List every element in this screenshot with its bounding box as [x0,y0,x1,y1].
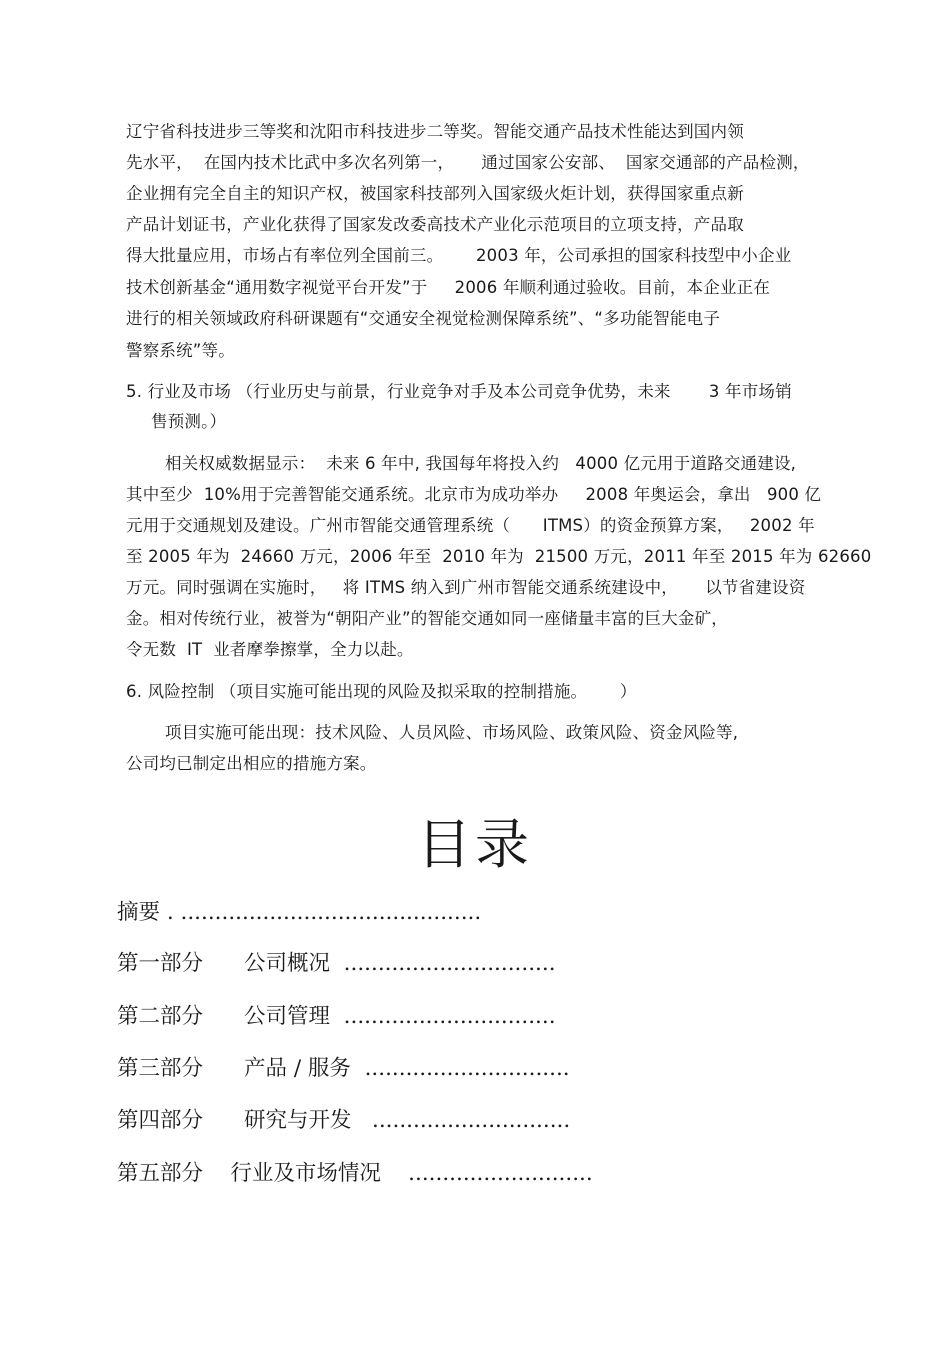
toc-entry-part-4[interactable]: 第四部分 研究与开发 ............................. [117,1108,571,1133]
section5-heading-line-1: 5. 行业及市场 （行业历史与前景，行业竞争对手及本公司竞争优势，未来 3 年市场销 [126,382,792,401]
section5-heading-line-2: 售预测。） [151,412,227,431]
section6-body-line-1: 项目实施可能出现：技术风险、人员风险、市场风险、政策风险、资金风险等, [165,723,739,742]
toc-title: 目录 [417,813,533,876]
section5-body-line-6: 金。相对传统行业，被誉为“朝阳产业”的智能交通如同一座储量丰富的巨大金矿， [126,609,728,628]
awards-paragraph-line-3: 企业拥有完全自主的知识产权，被国家科技部列入国家级火炬计划，获得国家重点新 [126,184,744,203]
toc-entry-part-3[interactable]: 第三部分 产品 / 服务 .............................. [117,1056,570,1081]
section5-body-line-1: 相关权威数据显示： 未来 6 年中, 我国每年将投入约 4000 亿元用于道路交通建设, [165,454,797,473]
toc-entry-part-2[interactable]: 第二部分 公司管理 ............................... [117,1004,556,1029]
section5-body-line-7: 令无数 IT 业者摩拳擦掌，全力以赴。 [126,640,414,659]
section5-body-line-3: 元用于交通规划及建设。广州市智能交通管理系统（ ITMS）的资金预算方案， 2002 年 [126,516,815,535]
toc-entry-part-5[interactable]: 第五部分 行业及市场情况 ........................... [117,1161,593,1186]
awards-paragraph-line-8: 警察系统”等。 [126,341,235,360]
toc-entry-part-1[interactable]: 第一部分 公司概况 ............................... [117,951,556,976]
section5-body-line-5: 万元。同时强调在实施时， 将 ITMS 纳入到广州市智能交通系统建设中， 以节省建设资 [126,578,806,597]
awards-paragraph-line-5: 得大批量应用，市场占有率位列全国前三。 2003 年，公司承担的国家科技型中小企业 [126,246,792,265]
section5-body-line-2: 其中至少 10%用于完善智能交通系统。北京市为成功举办 2008 年奥运会，拿出 900 亿 [126,485,822,504]
awards-paragraph-line-7: 进行的相关领域政府科研课题有“交通安全视觉检测保障系统”、“多功能智能电子 [126,309,721,328]
awards-paragraph-line-6: 技术创新基金“通用数字视觉平台开发”于 2006 年顺利通过验收。目前，本企业正在 [126,278,771,297]
awards-paragraph-line-1: 辽宁省科技进步三等奖和沈阳市科技进步二等奖。智能交通产品技术性能达到国内领 [126,122,744,141]
toc-entry-abstract[interactable]: 摘要 . ............................................ [117,900,482,925]
awards-paragraph-line-4: 产品计划证书，产业化获得了国家发改委高技术产业化示范项目的立项支持，产品取 [126,215,744,234]
section6-heading: 6. 风险控制 （项目实施可能出现的风险及拟采取的控制措施。 ） [126,682,637,701]
awards-paragraph-line-2: 先水平， 在国内技术比武中多次名列第一， 通过国家公安部、 国家交通部的产品检测， [126,153,810,172]
section5-body-line-4: 至 2005 年为 24660 万元，2006 年至 2010 年为 21500 万元，2011 年至 2015 年为 62660 [126,547,872,566]
section6-body-line-2: 公司均已制定出相应的措施方案。 [126,754,377,773]
